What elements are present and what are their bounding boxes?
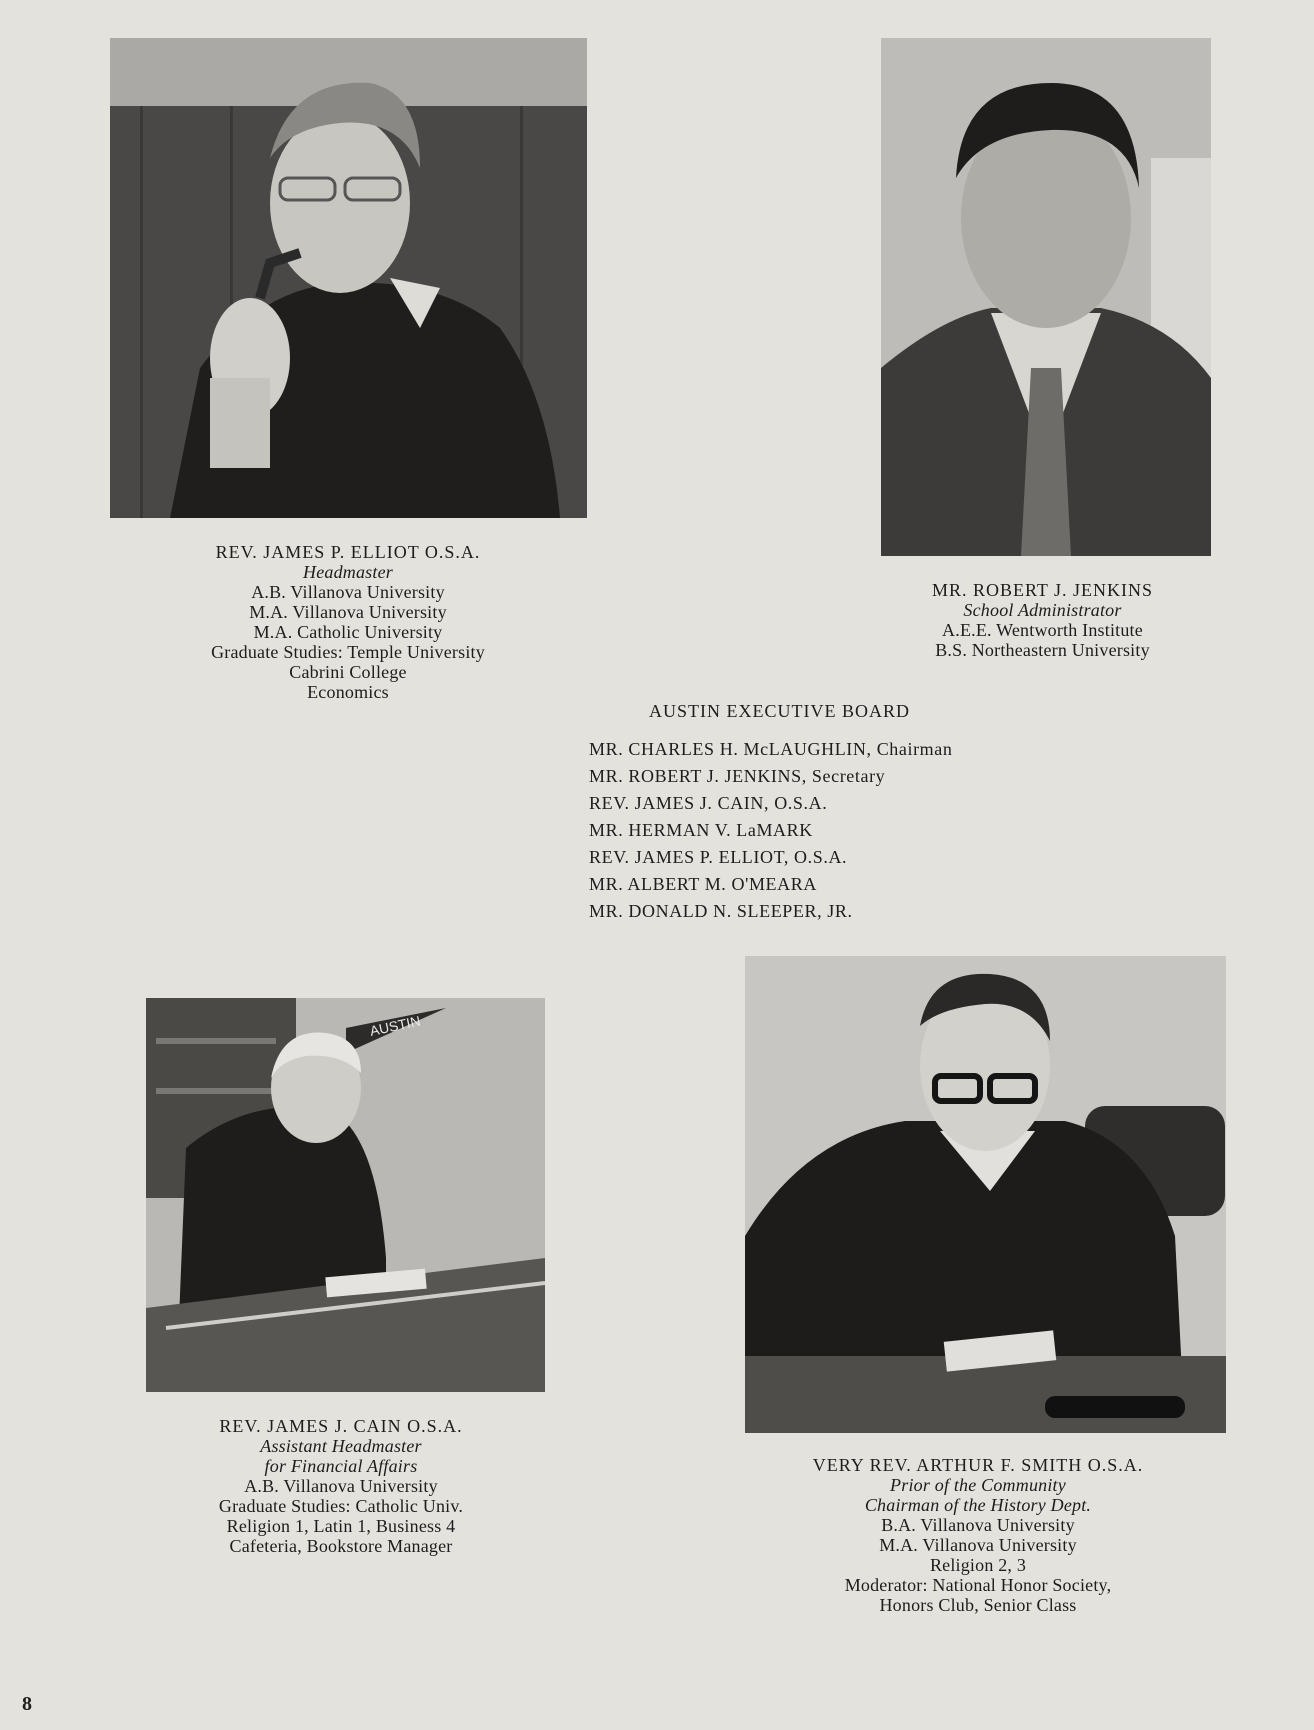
caption-line: A.B. Villanova University (251, 582, 445, 602)
caption-name: VERY REV. ARTHUR F. SMITH O.S.A. (812, 1455, 1144, 1475)
caption-role: Headmaster (303, 562, 393, 582)
caption-line: Moderator: National Honor Society, (844, 1575, 1112, 1595)
caption-line: A.E.E. Wentworth Institute (942, 620, 1143, 640)
caption-line: Cafeteria, Bookstore Manager (229, 1536, 453, 1556)
caption-line: B.A. Villanova University (881, 1515, 1075, 1535)
photo-elliot (110, 38, 587, 518)
photo-jenkins (881, 38, 1211, 556)
photo-smith (745, 956, 1226, 1433)
caption-jenkins (880, 580, 1205, 660)
caption-smith (773, 1455, 1183, 1615)
caption-line: M.A. Villanova University (249, 602, 447, 622)
caption-role: Prior of the Community (890, 1475, 1066, 1495)
caption-line: M.A. Villanova University (879, 1535, 1077, 1555)
caption-role: School Administrator (963, 600, 1122, 620)
caption-line: Graduate Studies: Catholic Univ. (218, 1496, 464, 1516)
photo-cain (146, 998, 545, 1392)
executive-board (589, 700, 1049, 925)
caption-elliot (148, 542, 548, 702)
caption-role: for Financial Affairs (264, 1456, 418, 1476)
caption-line: Economics (307, 682, 389, 702)
caption-line: M.A. Catholic University (253, 622, 443, 642)
board-member: MR. DONALD N. SLEEPER, JR. (589, 901, 853, 921)
caption-role: Assistant Headmaster (260, 1436, 422, 1456)
board-member: MR. CHARLES H. McLAUGHLIN, Chairman (589, 739, 953, 759)
caption-name: REV. JAMES J. CAIN O.S.A. (219, 1416, 463, 1436)
pennant-text: AUSTIN (368, 1012, 422, 1039)
caption-role: Chairman of the History Dept. (864, 1495, 1092, 1515)
caption-line: Cabrini College (289, 662, 407, 682)
caption-line: Religion 2, 3 (929, 1555, 1027, 1575)
caption-name: REV. JAMES P. ELLIOT O.S.A. (215, 542, 481, 562)
caption-cain (171, 1416, 511, 1556)
board-member: MR. ALBERT M. O'MEARA (589, 874, 817, 894)
caption-line: Honors Club, Senior Class (879, 1595, 1077, 1615)
board-member: MR. ROBERT J. JENKINS, Secretary (589, 766, 886, 786)
board-member: MR. HERMAN V. LaMARK (589, 820, 813, 840)
caption-line: Graduate Studies: Temple University (211, 642, 485, 662)
caption-name: MR. ROBERT J. JENKINS (931, 580, 1154, 600)
page-number: 8 (22, 1693, 32, 1715)
caption-line: B.S. Northeastern University (935, 640, 1150, 660)
board-member: REV. JAMES J. CAIN, O.S.A. (589, 793, 828, 813)
caption-line: A.B. Villanova University (244, 1476, 438, 1496)
caption-line: Religion 1, Latin 1, Business 4 (226, 1516, 456, 1536)
board-title: AUSTIN EXECUTIVE BOARD (649, 701, 910, 721)
board-member: REV. JAMES P. ELLIOT, O.S.A. (589, 847, 848, 867)
